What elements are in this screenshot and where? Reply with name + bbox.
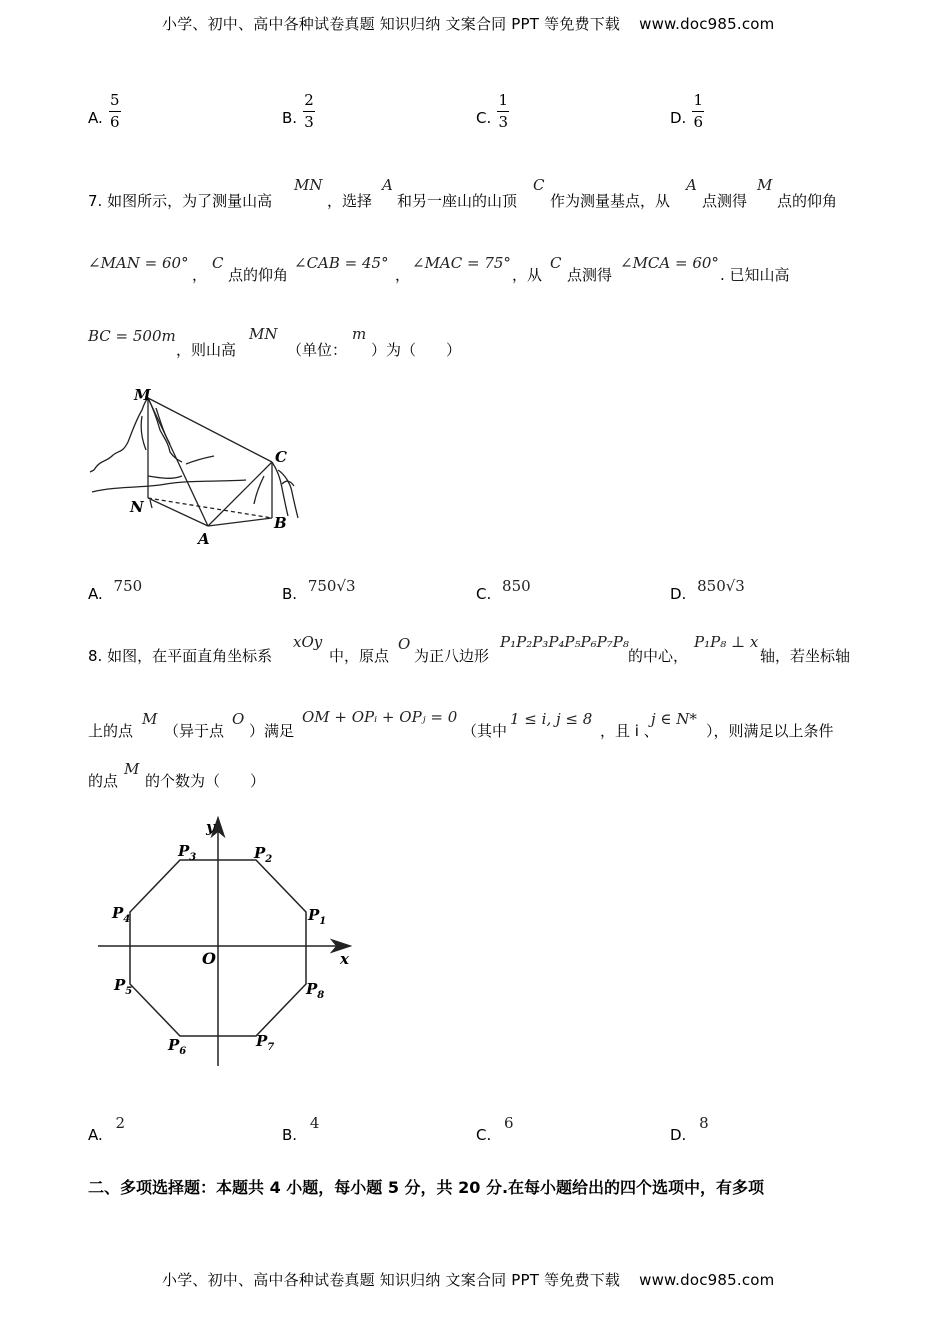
q7-math: ∠MAN = 60° bbox=[88, 254, 189, 272]
q7-text: （单位： bbox=[287, 341, 348, 359]
q8-text: 的个数为（ ） bbox=[145, 772, 266, 790]
q7-text: 点测得 bbox=[702, 192, 748, 210]
q6-option-d[interactable]: D. $\frac{1}{6}$ bbox=[670, 91, 704, 131]
q8-octagon-figure bbox=[92, 812, 362, 1072]
q8-option-d[interactable]: D. 8 bbox=[670, 1114, 709, 1144]
label-P6: $P_6$ bbox=[168, 1036, 187, 1057]
label-P2: $P_2$ bbox=[254, 844, 273, 865]
fraction: $\frac{1}{3}$ bbox=[498, 91, 509, 131]
q8-text: 的中心， bbox=[628, 647, 689, 665]
q7-mountain-figure bbox=[86, 380, 316, 550]
q8-text: 8. 如图，在平面直角坐标系 bbox=[88, 647, 273, 665]
q8-math: M bbox=[142, 710, 158, 728]
q7-text: 7. 如图所示，为了测量山高 bbox=[88, 192, 273, 210]
q7-math: C bbox=[533, 176, 545, 194]
label-P4: $P_4$ bbox=[112, 904, 131, 925]
q7-text: ）为（ ） bbox=[371, 341, 462, 359]
q7-math: MN bbox=[294, 176, 323, 194]
fraction: $\frac{2}{3}$ bbox=[304, 91, 314, 131]
q6-option-a[interactable]: A. $\frac{5}{6}$ bbox=[88, 91, 120, 131]
label-P8: $P_8$ bbox=[306, 980, 325, 1001]
q8-text: 的点 bbox=[88, 772, 119, 790]
q8-math: O bbox=[398, 635, 411, 653]
header-text: 小学、初中、高中各种试卷真题 知识归纳 文案合同 PPT 等免费下载 bbox=[162, 15, 621, 33]
section-2-heading: 二、多项选择题：本题共 4 小题，每小题 5 分，共 20 分.在每小题给出的四个选项中，有多项 bbox=[88, 1178, 765, 1197]
q7-math: ∠CAB = 45° bbox=[294, 254, 389, 272]
q8-math: j ∈ N* bbox=[651, 710, 697, 728]
q7-math: BC = 500m bbox=[88, 327, 176, 345]
q7-text: 点的仰角 bbox=[228, 266, 289, 284]
q8-text: 轴，若坐标轴 bbox=[760, 647, 851, 665]
label-P7: $P_7$ bbox=[256, 1032, 275, 1053]
q8-text: ）满足 bbox=[249, 722, 295, 740]
q7-math: A bbox=[382, 176, 393, 194]
left-mountain-base bbox=[92, 480, 246, 492]
footer-text: 小学、初中、高中各种试卷真题 知识归纳 文案合同 PPT 等免费下载 bbox=[162, 1271, 621, 1289]
q8-option-b[interactable]: B. 4 bbox=[282, 1114, 320, 1144]
line-MC bbox=[148, 398, 272, 462]
q8-option-a[interactable]: A. 2 bbox=[88, 1114, 126, 1144]
label-x: x bbox=[340, 950, 349, 968]
q8-math: 1 ≤ i, j ≤ 8 bbox=[510, 710, 593, 728]
q7-text: ， bbox=[395, 266, 411, 284]
q6-option-b[interactable]: B. $\frac{2}{3}$ bbox=[282, 91, 314, 131]
label-P5: $P_5$ bbox=[114, 976, 133, 997]
fraction: $\frac{1}{6}$ bbox=[693, 91, 704, 131]
q7-option-d[interactable]: D. 850√3 bbox=[670, 577, 745, 603]
label-N: N bbox=[130, 498, 144, 516]
q7-math: C bbox=[212, 254, 224, 272]
q8-math: O bbox=[232, 710, 245, 728]
q8-math: P₁P₈ ⊥ x bbox=[694, 633, 759, 651]
q7-math: C bbox=[550, 254, 562, 272]
header-site-link[interactable]: www.doc985.com bbox=[639, 15, 775, 33]
q8-option-c[interactable]: C. 6 bbox=[476, 1114, 514, 1144]
q8-math: OM + OPᵢ + OPⱼ = 0 bbox=[302, 708, 458, 726]
label-B: B bbox=[274, 514, 287, 532]
q8-text: （其中 bbox=[462, 722, 508, 740]
q8-text: 中，原点 bbox=[329, 647, 390, 665]
q7-text: ， bbox=[192, 266, 208, 284]
q7-text: 作为测量基点，从 bbox=[550, 192, 671, 210]
right-mountain-sketch bbox=[254, 462, 298, 518]
q7-text: 点的仰角 bbox=[777, 192, 838, 210]
label-C: C bbox=[275, 448, 287, 466]
q8-math: P₁P₂P₃P₄P₅P₆P₇P₈ bbox=[500, 633, 629, 651]
q8-text: ，且 i 、 bbox=[600, 722, 659, 740]
q8-text: 为正八边形 bbox=[414, 647, 490, 665]
label-P3: $P_3$ bbox=[178, 842, 197, 863]
q7-math: ∠MAC = 75° bbox=[412, 254, 511, 272]
q7-math: M bbox=[757, 176, 773, 194]
q8-math: xOy bbox=[293, 633, 323, 651]
q7-text: ，从 bbox=[512, 266, 543, 284]
q8-text: 上的点 bbox=[88, 722, 134, 740]
q7-option-c[interactable]: C. 850 bbox=[476, 577, 531, 603]
q7-text: ，则山高 bbox=[176, 341, 237, 359]
page-header bbox=[162, 13, 775, 34]
q8-math: M bbox=[124, 760, 140, 778]
q7-text: ，选择 bbox=[327, 192, 373, 210]
label-O: O bbox=[202, 949, 216, 968]
q7-option-a[interactable]: A. 750 bbox=[88, 577, 143, 603]
line-NB-dashed bbox=[148, 498, 272, 518]
q7-text: 和另一座山的山顶 bbox=[397, 192, 518, 210]
q8-text: （异于点 bbox=[164, 722, 225, 740]
q7-option-b[interactable]: B. 750√3 bbox=[282, 577, 356, 603]
q6-option-c[interactable]: C. $\frac{1}{3}$ bbox=[476, 91, 509, 131]
page-footer bbox=[162, 1269, 775, 1290]
label-M: M bbox=[134, 386, 151, 404]
q7-math: A bbox=[686, 176, 697, 194]
q7-math: ∠MCA = 60° bbox=[620, 254, 719, 272]
footer-site-link[interactable]: www.doc985.com bbox=[639, 1271, 775, 1289]
label-y: y bbox=[206, 818, 215, 836]
q7-math: m bbox=[352, 325, 367, 343]
q7-math: MN bbox=[249, 325, 278, 343]
label-A: A bbox=[198, 530, 210, 548]
q8-text: ），则满足以上条件 bbox=[706, 722, 834, 740]
line-AB bbox=[208, 518, 272, 526]
q7-text: 点测得 bbox=[567, 266, 613, 284]
fraction: $\frac{5}{6}$ bbox=[109, 91, 120, 131]
label-P1: $P_1$ bbox=[308, 906, 327, 927]
q7-text: . 已知山高 bbox=[720, 266, 790, 284]
